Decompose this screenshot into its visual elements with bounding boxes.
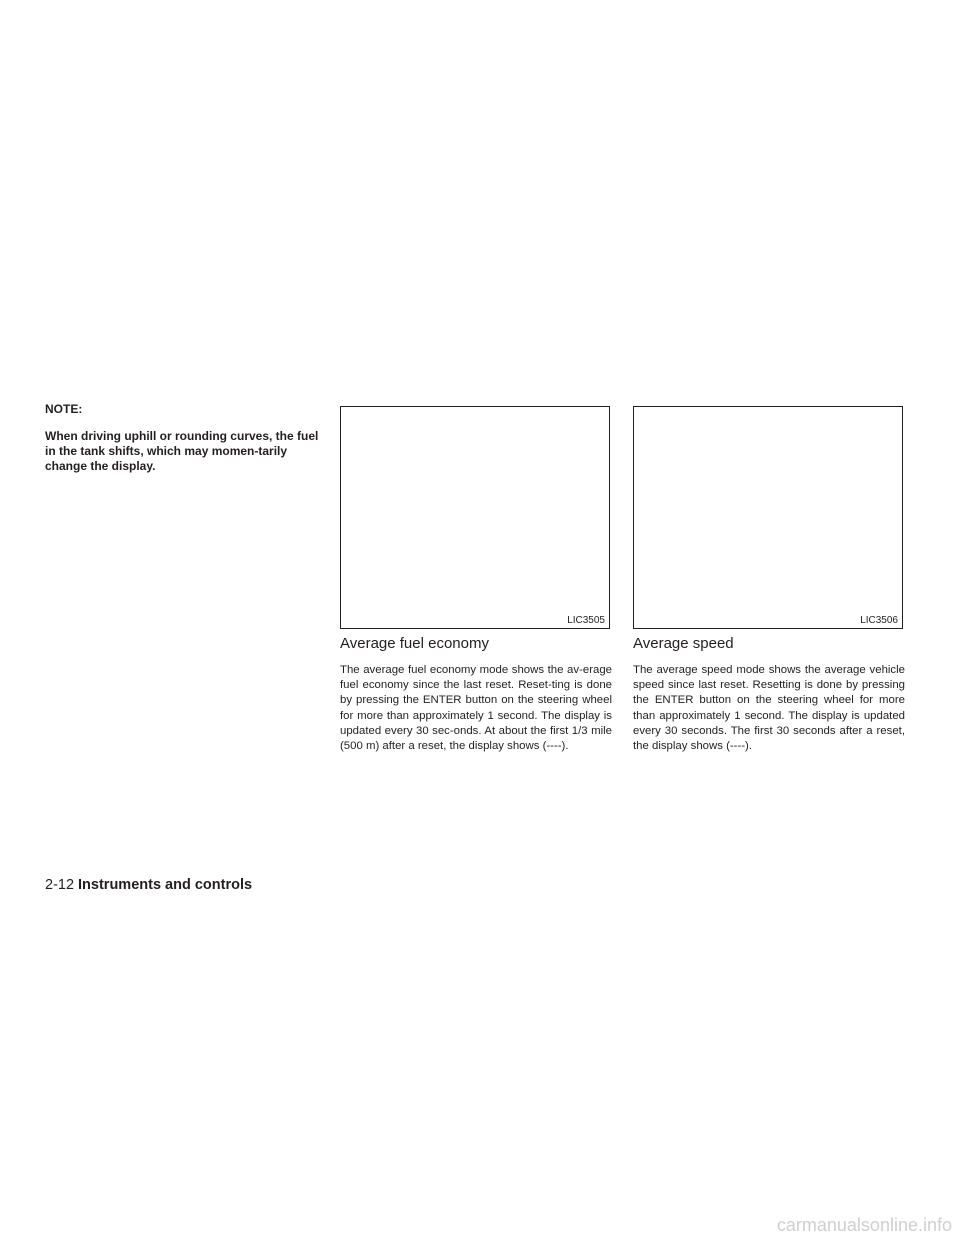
note-block xyxy=(45,402,323,474)
page-number: 2-12 xyxy=(45,877,75,893)
section-average-fuel-economy xyxy=(340,635,612,754)
figure-code: LIC3505 xyxy=(567,615,605,626)
section-body: The average speed mode shows the average vehicle speed since last reset. Resetting is done by pressing the ENTER button on the steering wheel for more than approximately 1 second. The display is updated every 30 seconds. The first 30 seconds after a reset, the display shows (----). xyxy=(633,664,905,753)
section-average-speed xyxy=(633,635,905,754)
note-heading: NOTE: xyxy=(45,402,83,416)
section-title: Average fuel economy xyxy=(340,635,489,652)
note-body: When driving uphill or rounding curves, the fuel in the tank shifts, which may momen-tarily change the display. xyxy=(45,429,319,473)
watermark: carmanualsonline.info xyxy=(776,1215,952,1235)
chapter-title: Instruments and controls xyxy=(78,877,253,893)
figure-code: LIC3506 xyxy=(860,615,898,626)
page-footer xyxy=(45,876,252,894)
section-body: The average fuel economy mode shows the av-erage fuel economy since the last reset. Reset-ting is done by pressing the ENTER button on the steering wheel for more than approximately 1 second. The display is updated every 30 sec-onds. At about the first 1/3 mile (500 m) after a reset, the display shows (----). xyxy=(340,664,612,753)
figure-average-speed xyxy=(633,406,903,629)
section-title: Average speed xyxy=(633,635,734,652)
figure-average-fuel-economy xyxy=(340,406,610,629)
